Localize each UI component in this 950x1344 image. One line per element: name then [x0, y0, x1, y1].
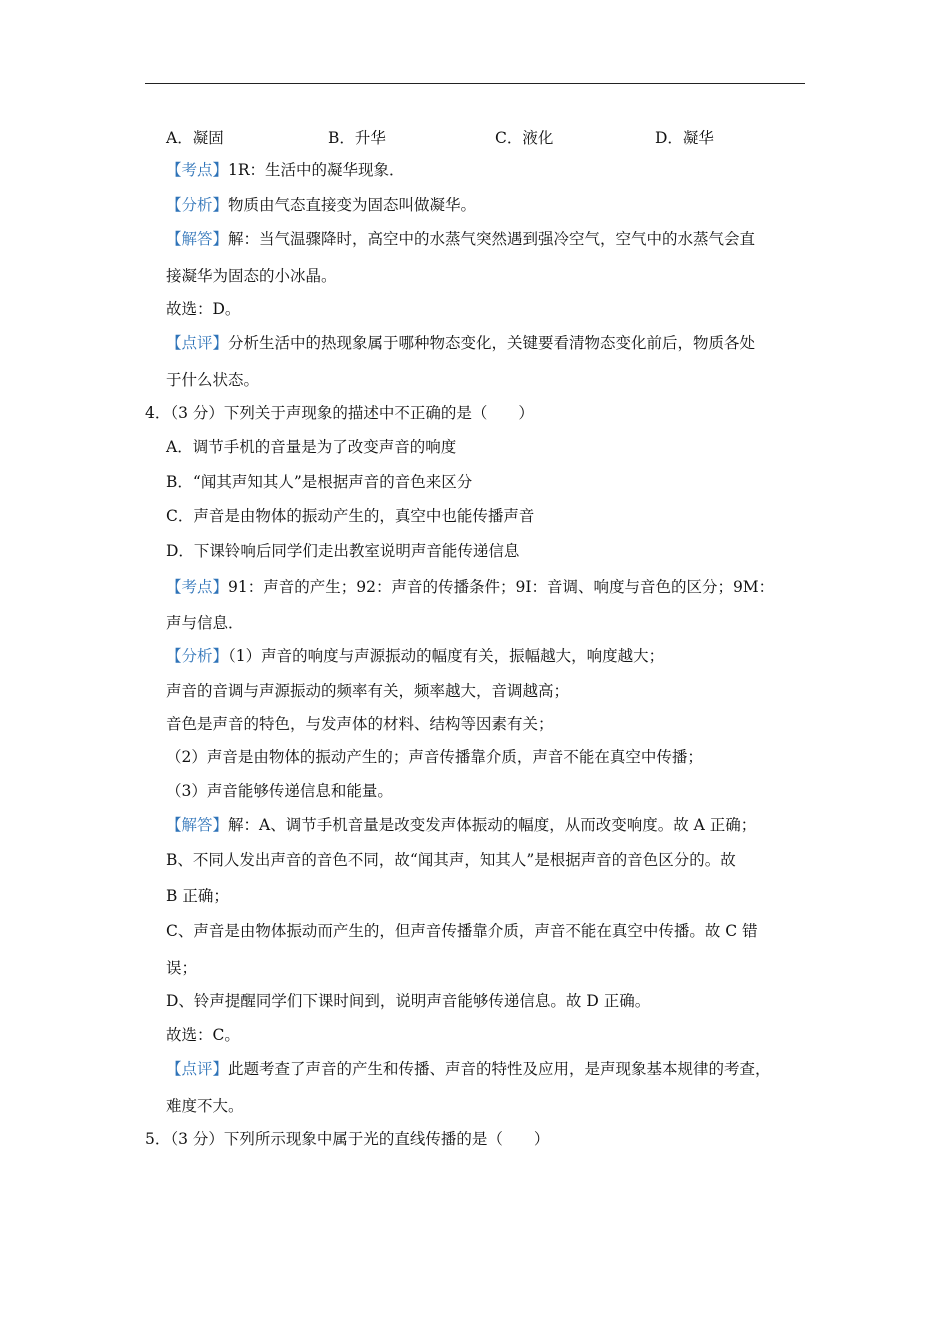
q4-fenxi-line-3: 音色是声音的特色，与发声体的材料、结构等因素有关； [166, 715, 554, 733]
q3-dianping: 【点评】分析生活中的热现象属于哪种物态变化，关键要看清物态变化前后，物质各处 [166, 334, 756, 352]
q3-answer: 故选：D。 [166, 300, 241, 318]
q4-jieda-line-4: C、声音是由物体振动而产生的，但声音传播靠介质，声音不能在真空中传播。故 C 错 [166, 922, 758, 940]
q4-option-c: C．声音是由物体的振动产生的，真空中也能传播声音 [166, 507, 535, 525]
jieda-tag: 【解答】 [166, 816, 229, 834]
q4-option-b: B．“闻其声知其人”是根据声音的音色来区分 [166, 473, 473, 491]
q4-fenxi-line-5: （3）声音能够传递信息和能量。 [166, 782, 393, 800]
q3-dianping-cont: 于什么状态。 [166, 371, 260, 389]
q4-option-a: A．调节手机的音量是为了改变声音的响度 [166, 438, 457, 456]
q3-kaodian: 【考点】1R：生活中的凝华现象． [166, 161, 405, 179]
q3-option-c: C．液化 [495, 129, 554, 147]
q4-fenxi-line-2: 声音的音调与声源振动的频率有关，频率越大，音调越高； [166, 682, 570, 700]
fenxi-tag: 【分析】 [166, 196, 229, 214]
jieda-tag: 【解答】 [166, 230, 229, 248]
dianping-tag: 【点评】 [166, 1060, 229, 1078]
header-rule [145, 83, 805, 84]
q4-jieda-line-3: B 正确； [166, 887, 229, 905]
q4-dianping: 【点评】此题考查了声音的产生和传播、声音的特性及应用，是声现象基本规律的考查， [166, 1060, 771, 1078]
q4-dianping-cont: 难度不大。 [166, 1097, 244, 1115]
q4-fenxi-line-4: （2）声音是由物体的振动产生的；声音传播靠介质，声音不能在真空中传播； [166, 748, 703, 766]
kaodian-tag: 【考点】 [166, 161, 229, 179]
q4-jieda: 【解答】解：A、调节手机音量是改变发声体振动的幅度，从而改变响度。故 A 正确； [166, 816, 757, 834]
q3-fenxi: 【分析】物质由气态直接变为固态叫做凝华。 [166, 196, 477, 214]
q3-jieda: 【解答】解：当气温骤降时，高空中的水蒸气突然遇到强冷空气，空气中的水蒸气会直 [166, 230, 756, 248]
q4-jieda-line-2: B、不同人发出声音的音色不同，故“闻其声，知其人”是根据声音的音色区分的。故 [166, 851, 736, 869]
q4-kaodian: 【考点】91：声音的产生；92：声音的传播条件；9I：音调、响度与音色的区分；9M： [166, 578, 775, 596]
q5-stem: 5．（3 分）下列所示现象中属于光的直线传播的是（ ） [145, 1130, 550, 1148]
q4-stem: 4．（3 分）下列关于声现象的描述中不正确的是（ ） [145, 404, 534, 422]
q4-answer: 故选：C。 [166, 1026, 240, 1044]
q3-option-a: A．凝固 [166, 129, 224, 147]
kaodian-tag: 【考点】 [166, 578, 229, 596]
q3-jieda-cont: 接凝华为固态的小冰晶。 [166, 267, 337, 285]
fenxi-tag: 【分析】 [166, 647, 229, 665]
q3-option-b: B．升华 [328, 129, 386, 147]
q4-fenxi: 【分析】（1）声音的响度与声源振动的幅度有关，振幅越大，响度越大； [166, 647, 665, 665]
q3-option-d: D．凝华 [655, 129, 714, 147]
dianping-tag: 【点评】 [166, 334, 229, 352]
q4-jieda-line-5: 误； [166, 959, 198, 977]
q4-option-d: D．下课铃响后同学们走出教室说明声音能传递信息 [166, 542, 520, 560]
q4-kaodian-cont: 声与信息． [166, 614, 244, 632]
q4-jieda-line-6: D、铃声提醒同学们下课时间到，说明声音能够传递信息。故 D 正确。 [166, 992, 651, 1010]
